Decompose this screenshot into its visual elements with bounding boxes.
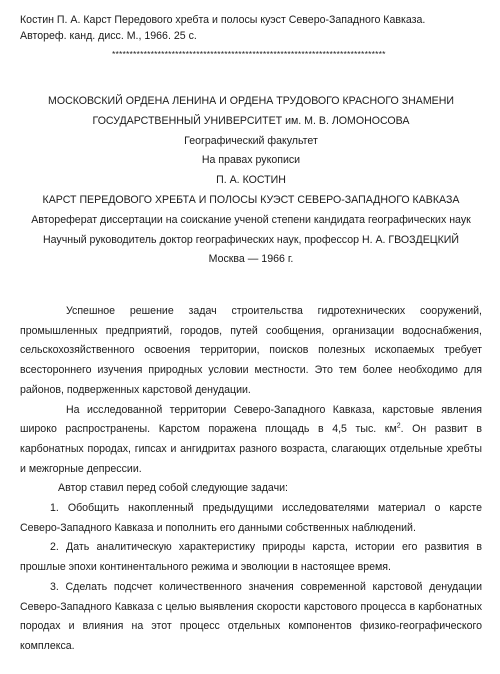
task-item-3: 3. Сделать подсчет количественного значения современной карстовой денудации Северо-Западного Кавказа с целью выявления скорости карстового процесса в карбонатных породах и влияния на этот процесс отдельных компонентов физико-географического комплекса. [20,580,482,652]
superscript-2: 2 [396,422,401,430]
paragraph-tasks-intro: Автор ставил перед собой следующие задачи: [58,482,288,495]
rights-note: На правах рукописи [201,154,301,167]
university-line-2: ГОСУДАРСТВЕННЫЙ УНИВЕРСИТЕТ им. М. В. ЛОМОНОСОВА [92,114,410,127]
document-body [20,302,482,657]
author: П. А. КОСТИН [216,174,286,187]
paragraph-territory [20,401,482,480]
bibliographic-reference [20,12,490,44]
place-year: Москва — 1966 г. [208,253,294,266]
university-line-1: МОСКОВСКИЙ ОРДЕНА ЛЕНИНА И ОРДЕНА ТРУДОВОГО КРАСНОГО ЗНАМЕНИ [48,95,454,107]
reference-line-1: Костин П. А. Карст Передового хребта и полосы куэст Северо-Западного Кавказа. [20,14,426,26]
title-page-header [18,92,484,270]
separator-line: ****************************************************************************** [112,49,386,59]
paragraph-territory-text-2: . Он развит в карбонатных породах, гипсах и ангидритах разного возраста, слагающих отдельные хребты и межгорные депрессии. [20,423,482,475]
dissertation-title: КАРСТ ПЕРЕДОВОГО ХРЕБТА И ПОЛОСЫ КУЭСТ СЕВЕРО-ЗАПАДНОГО КАВКАЗА [42,193,460,206]
dissertation-subtitle: Автореферат диссертации на соискание ученой степени кандидата географических наук [31,213,471,226]
task-item-2: 2. Дать аналитическую характеристику природы карста, истории его развития в прошлые эпохи континентального режима и эволюции в настоящее время. [20,541,482,574]
paragraph-territory-text-1: На исследованной территории Северо-Западного Кавказа, карстовые явления широко распространены. Карстом поражена площадь в 4,5 тыс. км [20,403,482,436]
paragraph-intro: Успешное решение задач строительства гидротехнических сооружений, промышленных предприятий, городов, путей сообщения, организации водоснабжения, сельскохозяйственного освоения территории, поисков полезных ископаемых требует всестороннего изучения природных условии местности. Это тем более необходимо для районов, подверженных карстовой денудации. [20,305,482,396]
task-item-1: 1. Обобщить накопленный предыдущими исследователями материал о карсте Северо-Западного Кавказа и пополнить его данными собственных наблюдений. [20,502,482,534]
supervisor: Научный руководитель доктор географических наук, профессор Н. А. ГВОЗДЕЦКИЙ [42,233,459,246]
faculty: Географический факультет [184,134,318,147]
reference-line-2: Автореф. канд. дисс. М., 1966. 25 с. [20,30,197,42]
